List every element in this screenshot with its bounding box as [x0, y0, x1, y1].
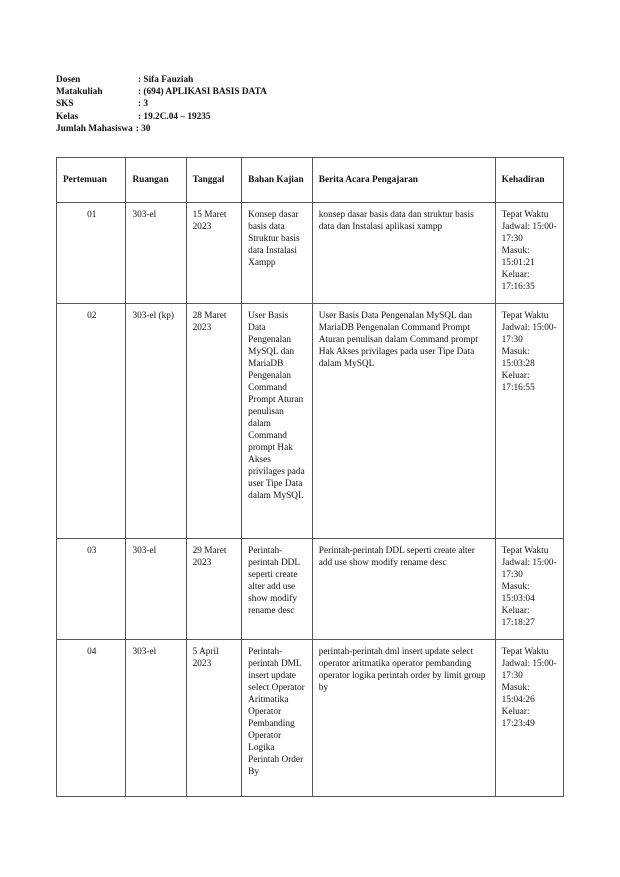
kehadiran-jadwal: Jadwal: 15:00-17:30 [501, 323, 557, 345]
berita-acara-cell: perintah-perintah dml insert update select operator aritmatika operator pembanding operator logika perintah order by limit group by [312, 640, 495, 797]
header-tanggal: Tanggal [186, 158, 242, 203]
bahan-kajian-cell: User Basis Data Pengenalan MySQL dan MariaDB Pengenalan Command Prompt Aturan penulisan dalam Command prompt Hak Akses privilages pada user Tipe Data dalam MySQL [242, 304, 313, 539]
berita-acara-cell: Perintah-perintah DDL seperti create alter add use show modify rename desc [312, 539, 495, 640]
pertemuan-cell: 04 [57, 640, 126, 797]
kehadiran-cell [495, 304, 563, 539]
dosen-label: Dosen [56, 75, 81, 85]
kehadiran-keluar: Keluar: 17:16:35 [501, 270, 535, 292]
bahan-kajian-cell: Perintah-perintah DDL seperti create alter add use show modify rename desc [242, 539, 313, 640]
kehadiran-keluar: Keluar: 17:16:55 [501, 371, 535, 393]
table-row [57, 304, 564, 539]
kehadiran-masuk: Masuk: 15:01:21 [501, 246, 535, 268]
kehadiran-masuk: Masuk: 15:03:28 [501, 347, 535, 369]
kehadiran-masuk: Masuk: 15:04:26 [501, 683, 535, 705]
bahan-kajian-cell: Konsep dasar basis data Struktur basis data Instalasi Xampp [242, 203, 313, 304]
matakuliah-value: : (694) APLIKASI BASIS DATA [138, 87, 267, 98]
info-row-sks [56, 98, 267, 110]
kehadiran-jadwal: Jadwal: 15:00-17:30 [501, 659, 557, 681]
tanggal-cell: 29 Maret 2023 [186, 539, 242, 640]
course-info [56, 74, 267, 135]
ruangan-cell: 303-el [126, 203, 186, 304]
ruangan-cell: 303-el [126, 640, 186, 797]
tanggal-cell: 5 April 2023 [186, 640, 242, 797]
pertemuan-cell: 03 [57, 539, 126, 640]
berita-acara-cell: User Basis Data Pengenalan MySQL dan MariaDB Pengenalan Command Prompt Aturan penulisan dalam Command prompt Hak Akses privilages pada user Tipe Data dalam MySQL [312, 304, 495, 539]
kehadiran-keluar: Keluar: 17:23:49 [501, 707, 535, 729]
matakuliah-label: Matakuliah [56, 87, 103, 98]
kehadiran-masuk: Masuk: 15:03:04 [501, 582, 535, 604]
kehadiran-jadwal: Jadwal: 15:00-17:30 [501, 222, 557, 244]
info-row-jumlah-mahasiswa [56, 123, 267, 135]
kehadiran-cell [495, 640, 563, 797]
ruangan-cell: 303-el [126, 539, 186, 640]
info-row-kelas [56, 111, 267, 123]
kehadiran-status: Tepat Waktu [501, 647, 549, 657]
jumlah-mahasiswa-label: Jumlah Mahasiswa [56, 123, 133, 134]
sks-value: : 3 [138, 99, 149, 110]
tanggal-cell: 28 Maret 2023 [186, 304, 242, 539]
kelas-label: Kelas [56, 111, 79, 122]
pertemuan-cell: 02 [57, 304, 126, 539]
kehadiran-status: Tepat Waktu [501, 546, 549, 556]
kelas-value: : 19.2C.04 – 19235 [138, 111, 211, 122]
header-pertemuan: Pertemuan [57, 158, 126, 203]
table-row [57, 203, 564, 304]
jumlah-mahasiswa-value: : 30 [135, 123, 151, 134]
table-row [57, 640, 564, 797]
kehadiran-keluar: Keluar: 17:18:27 [501, 606, 535, 628]
kehadiran-status: Tepat Waktu [501, 311, 549, 321]
kehadiran-status: Tepat Waktu [501, 210, 549, 220]
header-kehadiran: Kehadiran [495, 158, 563, 203]
berita-acara-cell: konsep dasar basis data dan struktur basis data dan Instalasi aplikasi xampp [312, 203, 495, 304]
table-row [57, 539, 564, 640]
kehadiran-jadwal: Jadwal: 15:00-17:30 [501, 558, 557, 580]
kehadiran-cell [495, 539, 563, 640]
dosen-value: : Sifa Fauziah [138, 75, 194, 85]
attendance-table [56, 157, 564, 797]
tanggal-cell: 15 Maret 2023 [186, 203, 242, 304]
kehadiran-cell [495, 203, 563, 304]
header-ruangan: Ruangan [126, 158, 186, 203]
header-berita-acara: Berita Acara Pengajaran [312, 158, 495, 203]
info-row-matakuliah [56, 86, 267, 98]
header-bahan-kajian: Bahan Kajian [242, 158, 313, 203]
info-row-dosen [56, 74, 267, 86]
pertemuan-cell: 01 [57, 203, 126, 304]
ruangan-cell: 303-el (kp) [126, 304, 186, 539]
table-header-row [57, 158, 564, 203]
bahan-kajian-cell: Perintah-perintah DML insert update select Operator Aritmatika Operator Pembanding Operator Logika Perintah Order By [242, 640, 313, 797]
sks-label: SKS [56, 99, 74, 110]
